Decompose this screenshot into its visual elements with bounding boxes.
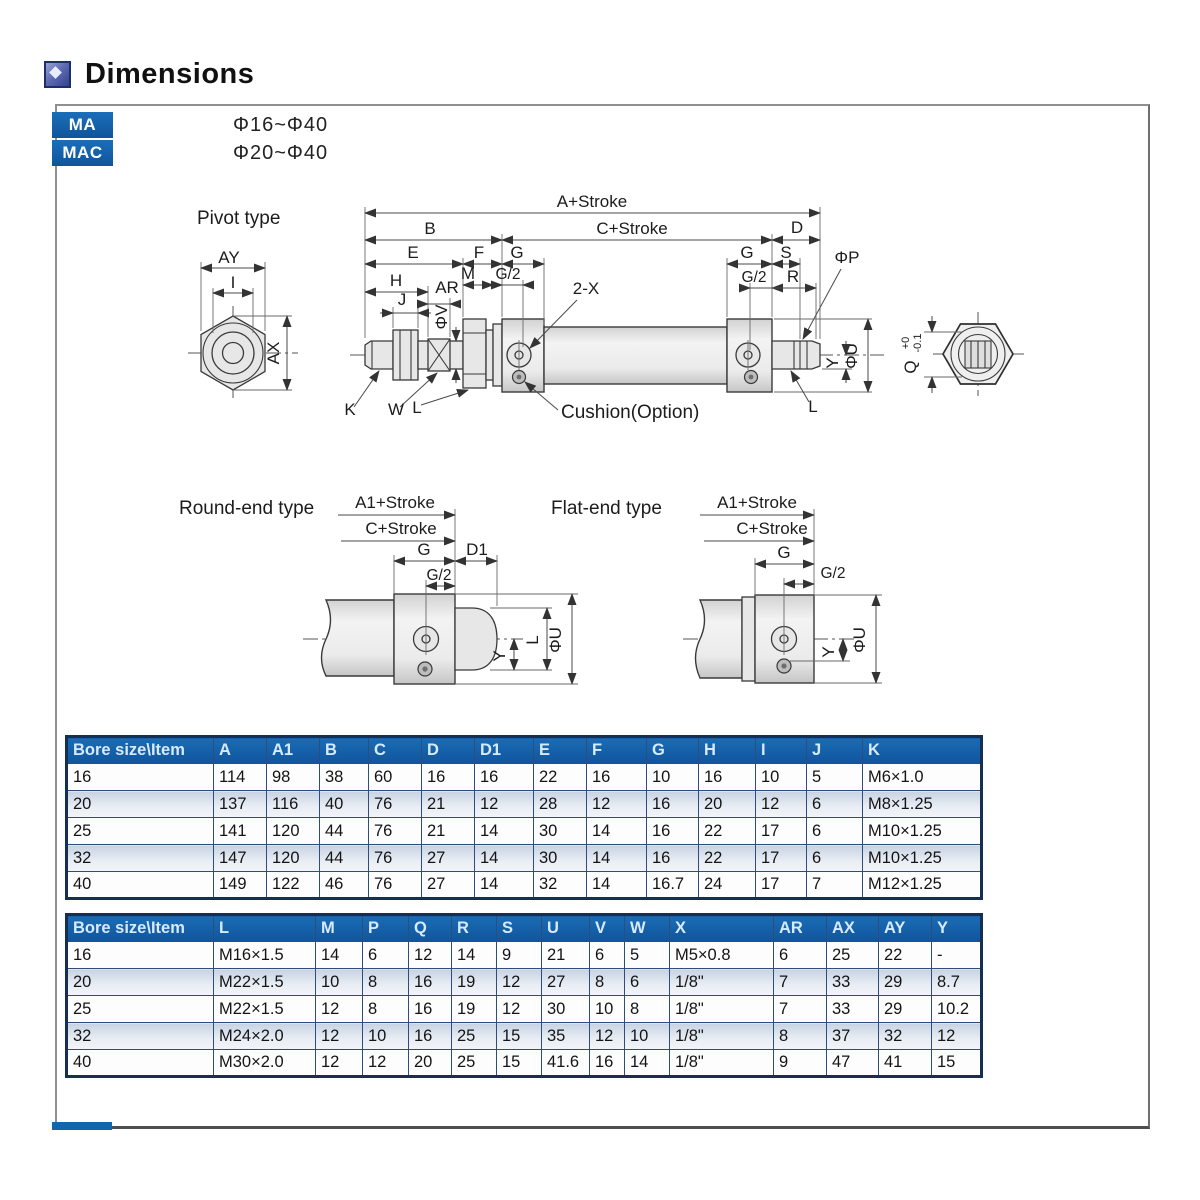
flat-end-title: Flat-end type [551,498,662,519]
dim-label-g-rear: G [740,243,754,262]
table-cell: 16 [647,791,699,818]
table-cell: 1/8" [670,996,774,1023]
table-cell: 116 [267,791,320,818]
table-cell: 1/8" [670,1050,774,1077]
table-cell: 122 [267,872,320,899]
table-cell: 32 [67,1023,214,1050]
table-cell: 6 [363,942,409,969]
dim-label-w: W [387,400,405,419]
table-cell: 47 [827,1050,879,1077]
table-cell: 32 [879,1023,932,1050]
table-cell: 6 [807,791,863,818]
flat-end-view [551,493,882,683]
dim-label-l-round: L [523,635,542,645]
dim-label-s: S [780,243,792,262]
dim-label-g2-round: G/2 [426,567,452,584]
table-row [67,1023,982,1050]
table-cell: 12 [587,791,647,818]
table-cell: 44 [320,818,369,845]
series-range-mac: Φ20~Φ40 [233,141,329,164]
table-cell: 30 [534,845,587,872]
table-cell: 24 [699,872,756,899]
table-cell: 41 [879,1050,932,1077]
table-cell: 38 [320,764,369,791]
table-cell: 30 [534,818,587,845]
dim-label-phi-u-flat: ΦU [850,627,869,653]
column-header: AX [827,915,879,942]
dim-label-phi-v: ΦV [432,304,451,330]
column-header: E [534,737,587,764]
column-header: C [369,737,422,764]
table-cell: 76 [369,845,422,872]
table-cell: 6 [807,818,863,845]
table-cell: 14 [587,872,647,899]
cushion-note: Cushion(Option) [561,402,700,423]
column-header: D1 [475,737,534,764]
table-cell: 25 [452,1050,497,1077]
table-cell: 12 [590,1023,625,1050]
dim-label-h: H [389,271,403,290]
cylinder-side-view [350,319,884,392]
dim-label-g-front: G [510,243,524,262]
table-cell: 27 [542,969,590,996]
table-cell: 76 [369,791,422,818]
table-cell: 6 [625,969,670,996]
column-header: X [670,915,774,942]
dim-label-q-tol-minus: -0.1 [912,333,924,353]
table-cell: 8 [363,996,409,1023]
table-cell: 60 [369,764,422,791]
dim-label-e: E [407,243,419,262]
table-cell: 20 [699,791,756,818]
table-cell: 25 [452,1023,497,1050]
table-cell: 9 [774,1050,827,1077]
column-header: Bore size\Item [67,915,214,942]
table-cell: 16.7 [647,872,699,899]
table-cell: 10 [590,996,625,1023]
dim-label-a-stroke: A+Stroke [556,192,628,211]
dim-label-ax: AX [264,341,283,365]
table-cell: 37 [827,1023,879,1050]
table-row [67,791,982,818]
table-cell: 14 [475,872,534,899]
dim-label-k: K [344,400,356,419]
table-cell: 7 [807,872,863,899]
table-row [67,764,982,791]
table-cell: 6 [807,845,863,872]
table-cell: 1/8" [670,969,774,996]
table-row [67,996,982,1023]
table-cell: 8 [774,1023,827,1050]
table-cell: 137 [214,791,267,818]
dim-label-q-tol-plus: +0 [900,336,912,350]
table-row [67,845,982,872]
column-header: D [422,737,475,764]
table-row [67,818,982,845]
frame-accent-bar [52,1122,112,1130]
table-cell: 29 [879,969,932,996]
table-cell: 120 [267,818,320,845]
dim-label-l-rear: L [808,397,818,416]
dim-label-phi-u-main: ΦU [842,343,861,369]
series-range-ma: Φ16~Φ40 [233,113,329,136]
table-cell: 7 [774,996,827,1023]
column-header: H [699,737,756,764]
dim-label-m: M [460,264,476,283]
table-row [67,872,982,899]
table-cell: 141 [214,818,267,845]
column-header: A [214,737,267,764]
dim-label-phi-p: ΦP [834,248,860,267]
table-cell: 10 [625,1023,670,1050]
table-cell: 76 [369,872,422,899]
table-cell: 8 [363,969,409,996]
table-cell: 10 [316,969,363,996]
column-header: A1 [267,737,320,764]
table-cell: M22×1.5 [214,969,316,996]
table-cell: 40 [67,1050,214,1077]
table-cell: 16 [422,764,475,791]
dim-label-g2-flat: G/2 [820,565,846,582]
table-cell: 120 [267,845,320,872]
table-cell: M5×0.8 [670,942,774,969]
table-cell: 17 [756,872,807,899]
table-cell: 10 [363,1023,409,1050]
dim-label-q: Q [901,360,920,374]
column-header: Q [409,915,452,942]
dim-label-j: J [397,290,407,309]
dim-label-a1-stroke-round: A1+Stroke [355,493,435,512]
table-cell: 12 [363,1050,409,1077]
column-header: R [452,915,497,942]
round-end-view [179,493,578,684]
table-cell: 16 [587,764,647,791]
table-row [67,942,982,969]
table-cell: M12×1.25 [863,872,982,899]
dim-label-f: F [473,243,485,262]
table-cell: 14 [452,942,497,969]
table-cell: 147 [214,845,267,872]
table-cell: M6×1.0 [863,764,982,791]
table-cell: M10×1.25 [863,845,982,872]
table-cell: 17 [756,845,807,872]
round-end-title: Round-end type [179,498,315,519]
table-cell: 5 [625,942,670,969]
dim-label-y-round: Y [490,650,509,662]
table-cell: 8 [625,996,670,1023]
table-cell: 1/8" [670,1023,774,1050]
table-cell: 22 [534,764,587,791]
dim-label-g2-rear: G/2 [741,269,767,286]
table-cell: 12 [756,791,807,818]
column-header: P [363,915,409,942]
table-cell: 20 [409,1050,452,1077]
dim-label-a1-stroke-flat: A1+Stroke [717,493,797,512]
dim-label-c-stroke: C+Stroke [596,219,668,238]
column-header: M [316,915,363,942]
table-cell: 16 [409,996,452,1023]
table-cell: 20 [67,791,214,818]
table-cell: 22 [699,845,756,872]
dim-label-phi-u-round: ΦU [546,627,565,653]
table-cell: M8×1.25 [863,791,982,818]
table-cell: M24×2.0 [214,1023,316,1050]
column-header: AY [879,915,932,942]
dim-label-r: R [786,267,800,286]
table-cell: 16 [67,764,214,791]
table-cell: 10.2 [932,996,982,1023]
column-header: AR [774,915,827,942]
dim-label-y-flat: Y [819,646,838,658]
table-cell: 15 [497,1050,542,1077]
column-header: Bore size\Item [67,737,214,764]
dim-label-y-main: Y [823,357,842,369]
table-cell: 149 [214,872,267,899]
column-header: B [320,737,369,764]
dim-label-g-round: G [417,540,431,559]
table-cell: 35 [542,1023,590,1050]
column-header: S [497,915,542,942]
table-cell: 5 [807,764,863,791]
column-header: W [625,915,670,942]
table-cell: 17 [756,818,807,845]
table-cell: 16 [647,818,699,845]
table-cell: 25 [67,996,214,1023]
table-cell: 16 [67,942,214,969]
table-cell: 12 [316,996,363,1023]
pivot-dimensions [344,192,872,423]
dim-label-c-stroke-flat: C+Stroke [736,519,808,538]
table-cell: 12 [475,791,534,818]
table-cell: 29 [879,996,932,1023]
table-cell: 14 [475,845,534,872]
table-cell: 40 [320,791,369,818]
table-cell: 15 [497,1023,542,1050]
table-cell: 16 [475,764,534,791]
table-cell: 19 [452,969,497,996]
dim-label-d: D [790,218,804,237]
table-cell: 30 [542,996,590,1023]
table-cell: 22 [879,942,932,969]
table-cell: 16 [699,764,756,791]
series-badge-mac: MAC [52,140,113,166]
table-cell: 27 [422,845,475,872]
dim-label-l-front: L [412,398,422,417]
pivot-end-view [188,248,298,398]
rear-end-view [900,312,1024,396]
table-cell: 28 [534,791,587,818]
table-cell: 40 [67,872,214,899]
dim-label-2x: 2-X [572,279,600,298]
table-cell: M16×1.5 [214,942,316,969]
table-cell: 6 [774,942,827,969]
dim-label-c-stroke-round: C+Stroke [365,519,437,538]
table-cell: 14 [475,818,534,845]
dim-label-d1: D1 [466,540,488,559]
table-cell: 44 [320,845,369,872]
dim-label-i: I [230,273,236,292]
column-header: F [587,737,647,764]
column-header: G [647,737,699,764]
dim-label-g2-front: G/2 [495,266,521,283]
table-cell: M22×1.5 [214,996,316,1023]
table-cell: 12 [409,942,452,969]
table-cell: 21 [422,818,475,845]
dimensions-table-1 [65,735,983,900]
table-cell: 25 [827,942,879,969]
table-cell: 14 [587,818,647,845]
table-cell: 32 [67,845,214,872]
table-cell: 9 [497,942,542,969]
table-cell: 32 [534,872,587,899]
table-cell: 14 [587,845,647,872]
dim-label-g-flat: G [777,543,791,562]
column-header: I [756,737,807,764]
table-cell: 7 [774,969,827,996]
column-header: K [863,737,982,764]
table-cell: 33 [827,969,879,996]
table-cell: 6 [590,942,625,969]
table-cell: 46 [320,872,369,899]
table-cell: 15 [932,1050,982,1077]
column-header: Y [932,915,982,942]
pivot-type-title: Pivot type [197,208,281,229]
table-cell: 98 [267,764,320,791]
table-cell: 12 [316,1050,363,1077]
dimensions-table-2 [65,913,983,1078]
table-cell: 12 [932,1023,982,1050]
table-cell: 10 [647,764,699,791]
table-cell: 33 [827,996,879,1023]
table-cell: 114 [214,764,267,791]
table-cell: 27 [422,872,475,899]
dim-label-ay: AY [218,248,240,267]
table-row [67,1050,982,1077]
table-cell: 25 [67,818,214,845]
series-badge-ma: MA [52,112,113,138]
table-cell: 12 [497,996,542,1023]
table-cell: - [932,942,982,969]
table-cell: 8.7 [932,969,982,996]
table-cell: 14 [625,1050,670,1077]
table-cell: M30×2.0 [214,1050,316,1077]
table-row [67,969,982,996]
table-cell: 16 [590,1050,625,1077]
column-header: J [807,737,863,764]
table-cell: 10 [756,764,807,791]
dim-label-b: B [424,219,436,238]
table-cell: 22 [699,818,756,845]
table-cell: 12 [497,969,542,996]
table-cell: 41.6 [542,1050,590,1077]
table-cell: 16 [409,969,452,996]
table-cell: 21 [542,942,590,969]
table-cell: M10×1.25 [863,818,982,845]
table-cell: 8 [590,969,625,996]
table-cell: 12 [316,1023,363,1050]
table-cell: 19 [452,996,497,1023]
column-header: V [590,915,625,942]
table-header-row [67,915,982,942]
table-cell: 21 [422,791,475,818]
table-cell: 76 [369,818,422,845]
column-header: U [542,915,590,942]
page-title: Dimensions [85,58,255,90]
column-header: L [214,915,316,942]
table-cell: 16 [647,845,699,872]
table-header-row [67,737,982,764]
table-cell: 16 [409,1023,452,1050]
table-cell: 20 [67,969,214,996]
dim-label-ar: AR [435,278,459,297]
table-cell: 14 [316,942,363,969]
